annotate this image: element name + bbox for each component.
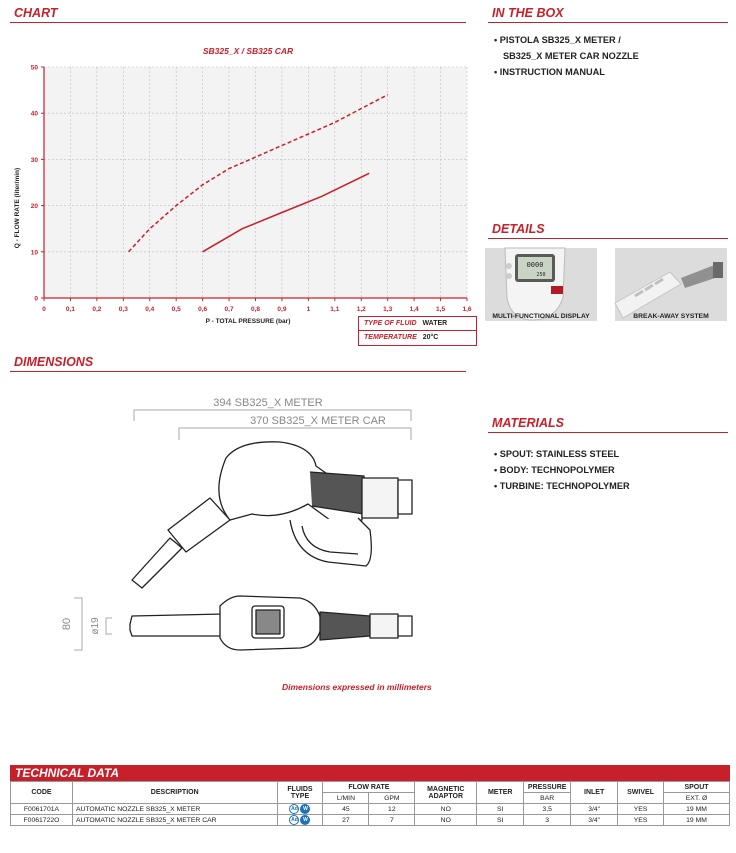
flow-rate-chart	[0, 30, 470, 360]
cell-gpm: 12	[369, 804, 415, 815]
cell-swivel: YES	[618, 815, 664, 826]
chart-x-tick-label: 1,4	[409, 306, 419, 313]
cell-inlet: 3/4"	[571, 804, 618, 815]
cell-fluids	[277, 804, 323, 815]
cell-description: AUTOMATIC NOZZLE SB325_X METER	[72, 804, 277, 815]
header-lmin: L/MIN	[323, 793, 369, 804]
chart-y-tick-label: 10	[30, 249, 38, 257]
dimensions-section-title: DIMENSIONS	[10, 355, 466, 372]
header-fluids-type: FLUIDS TYPE	[277, 782, 323, 804]
fluid-row	[359, 317, 476, 331]
cell-fluids	[277, 815, 323, 826]
chart-grid	[44, 67, 467, 298]
materials-item: • SPOUT: STAINLESS STEEL	[494, 446, 630, 462]
chart-x-tick-label: 0,1	[65, 306, 75, 313]
chart-x-tick-label: 0,4	[145, 306, 155, 313]
in-the-box-item: • INSTRUCTION MANUAL	[494, 64, 639, 80]
svg-text:0000: 0000	[526, 261, 544, 269]
in-the-box-item-continuation: SB325_X METER CAR NOZZLE	[503, 51, 639, 61]
header-flow-rate: FLOW RATE	[323, 782, 415, 793]
materials-list	[494, 446, 630, 494]
chart-y-tick-label: 20	[30, 203, 38, 211]
chart-x-tick-label: 0,2	[92, 306, 102, 313]
chart-y-tick-label: 30	[30, 156, 38, 164]
table-header-row	[11, 782, 730, 793]
cell-inlet: 3/4"	[571, 815, 618, 826]
dimension-length-meter: 394 SB325_X METER	[213, 397, 323, 409]
cell-magnetic: NO	[415, 815, 477, 826]
in-the-box-section-title: IN THE BOX	[488, 6, 728, 23]
chart-x-tick-label: 0,6	[198, 306, 208, 313]
chart-y-tick-label: 0	[34, 295, 38, 303]
dimensions-note: Dimensions expressed in millimeters	[282, 682, 432, 692]
header-gpm: GPM	[369, 793, 415, 804]
fluid-label: TYPE OF FLUID	[364, 320, 417, 327]
technical-data-table	[10, 781, 730, 826]
chart-x-tick-label: 1,2	[356, 306, 366, 313]
materials-item: • BODY: TECHNOPOLYMER	[494, 462, 630, 478]
chart-x-tick-label: 1,3	[383, 306, 393, 313]
cell-magnetic: NO	[415, 804, 477, 815]
cell-meter: SI	[477, 804, 524, 815]
header-meter: METER	[477, 782, 524, 804]
materials-section-title: MATERIALS	[488, 416, 728, 433]
nozzle-top-view	[130, 596, 412, 650]
cell-code: F0061701A	[11, 804, 73, 815]
header-bar: BAR	[524, 793, 571, 804]
fluid-value: WATER	[422, 320, 448, 327]
materials-item: • TURBINE: TECHNOPOLYMER	[494, 478, 630, 494]
water-icon: W	[300, 815, 310, 825]
svg-text:250: 250	[536, 272, 546, 278]
chart-title: SB325_X / SB325 CAR	[202, 46, 294, 56]
header-description: DESCRIPTION	[72, 782, 277, 804]
chart-x-tick-label: 1,1	[330, 306, 340, 313]
chart-section-title: CHART	[10, 6, 466, 23]
cell-lmin: 27	[323, 815, 369, 826]
display-illustration	[485, 248, 597, 321]
cell-ext: 19 MM	[664, 815, 730, 826]
chart-y-axis-label: Q - FLOW RATE (liter/min)	[14, 167, 21, 249]
temperature-row	[359, 331, 476, 345]
cell-bar: 3	[524, 815, 571, 826]
chart-x-tick-label: 0,3	[118, 306, 128, 313]
header-ext: EXT. Ø	[664, 793, 730, 804]
details-section-title: DETAILS	[488, 222, 728, 239]
dimension-spout-diameter: ø19	[90, 617, 101, 635]
dimension-height: 80	[61, 617, 73, 631]
chart-x-tick-label: 1,5	[436, 306, 446, 313]
header-code: CODE	[11, 782, 73, 804]
dimension-length-car: 370 SB325_X METER CAR	[250, 415, 386, 427]
temperature-value: 20°C	[422, 334, 439, 341]
breakaway-illustration	[615, 248, 727, 321]
header-inlet: INLET	[571, 782, 618, 804]
adblue-icon: Ad	[291, 806, 298, 812]
display-caption: MULTI-FUNCTIONAL DISPLAY	[492, 313, 590, 320]
chart-y-tick-label: 40	[30, 110, 38, 118]
technical-data-title: TECHNICAL DATA	[10, 765, 730, 781]
cell-code: F0061722O	[11, 815, 73, 826]
cell-ext: 19 MM	[664, 804, 730, 815]
cell-bar: 3,5	[524, 804, 571, 815]
cell-swivel: YES	[618, 804, 664, 815]
chart-x-tick-label: 0,8	[250, 306, 261, 313]
header-magnetic-adaptor: MAGNETIC ADAPTOR	[415, 782, 477, 804]
cell-lmin: 45	[323, 804, 369, 815]
adblue-icon: Ad	[291, 817, 298, 823]
table-row	[11, 804, 730, 815]
in-the-box-item: • PISTOLA SB325_X METER /	[494, 32, 639, 48]
chart-x-tick-label: 0	[42, 306, 46, 313]
chart-x-tick-label: 1	[306, 306, 311, 313]
chart-x-tick-label: 1,6	[462, 306, 472, 313]
temperature-label: TEMPERATURE	[364, 334, 417, 341]
nozzle-dimension-drawing	[40, 380, 480, 680]
cell-description: AUTOMATIC NOZZLE SB325_X METER CAR	[72, 815, 277, 826]
header-spout: SPOUT	[664, 782, 730, 793]
breakaway-photo	[615, 248, 727, 321]
chart-x-axis-label: P - TOTAL PRESSURE (bar)	[205, 318, 291, 325]
header-pressure: PRESSURE	[524, 782, 571, 793]
water-icon: W	[300, 804, 310, 814]
display-photo	[485, 248, 597, 321]
table-row	[11, 815, 730, 826]
header-swivel: SWIVEL	[618, 782, 664, 804]
cell-meter: SI	[477, 815, 524, 826]
chart-x-tick-label: 0,9	[277, 306, 287, 313]
chart-x-tick-label: 0,7	[224, 306, 234, 313]
in-the-box-list	[494, 32, 639, 80]
chart-conditions-box	[358, 316, 477, 346]
chart-y-tick-label: 50	[30, 64, 38, 72]
breakaway-caption: BREAK-AWAY SYSTEM	[633, 313, 709, 320]
chart-x-tick-label: 0,5	[171, 306, 181, 313]
cell-gpm: 7	[369, 815, 415, 826]
nozzle-side-view	[132, 442, 412, 588]
